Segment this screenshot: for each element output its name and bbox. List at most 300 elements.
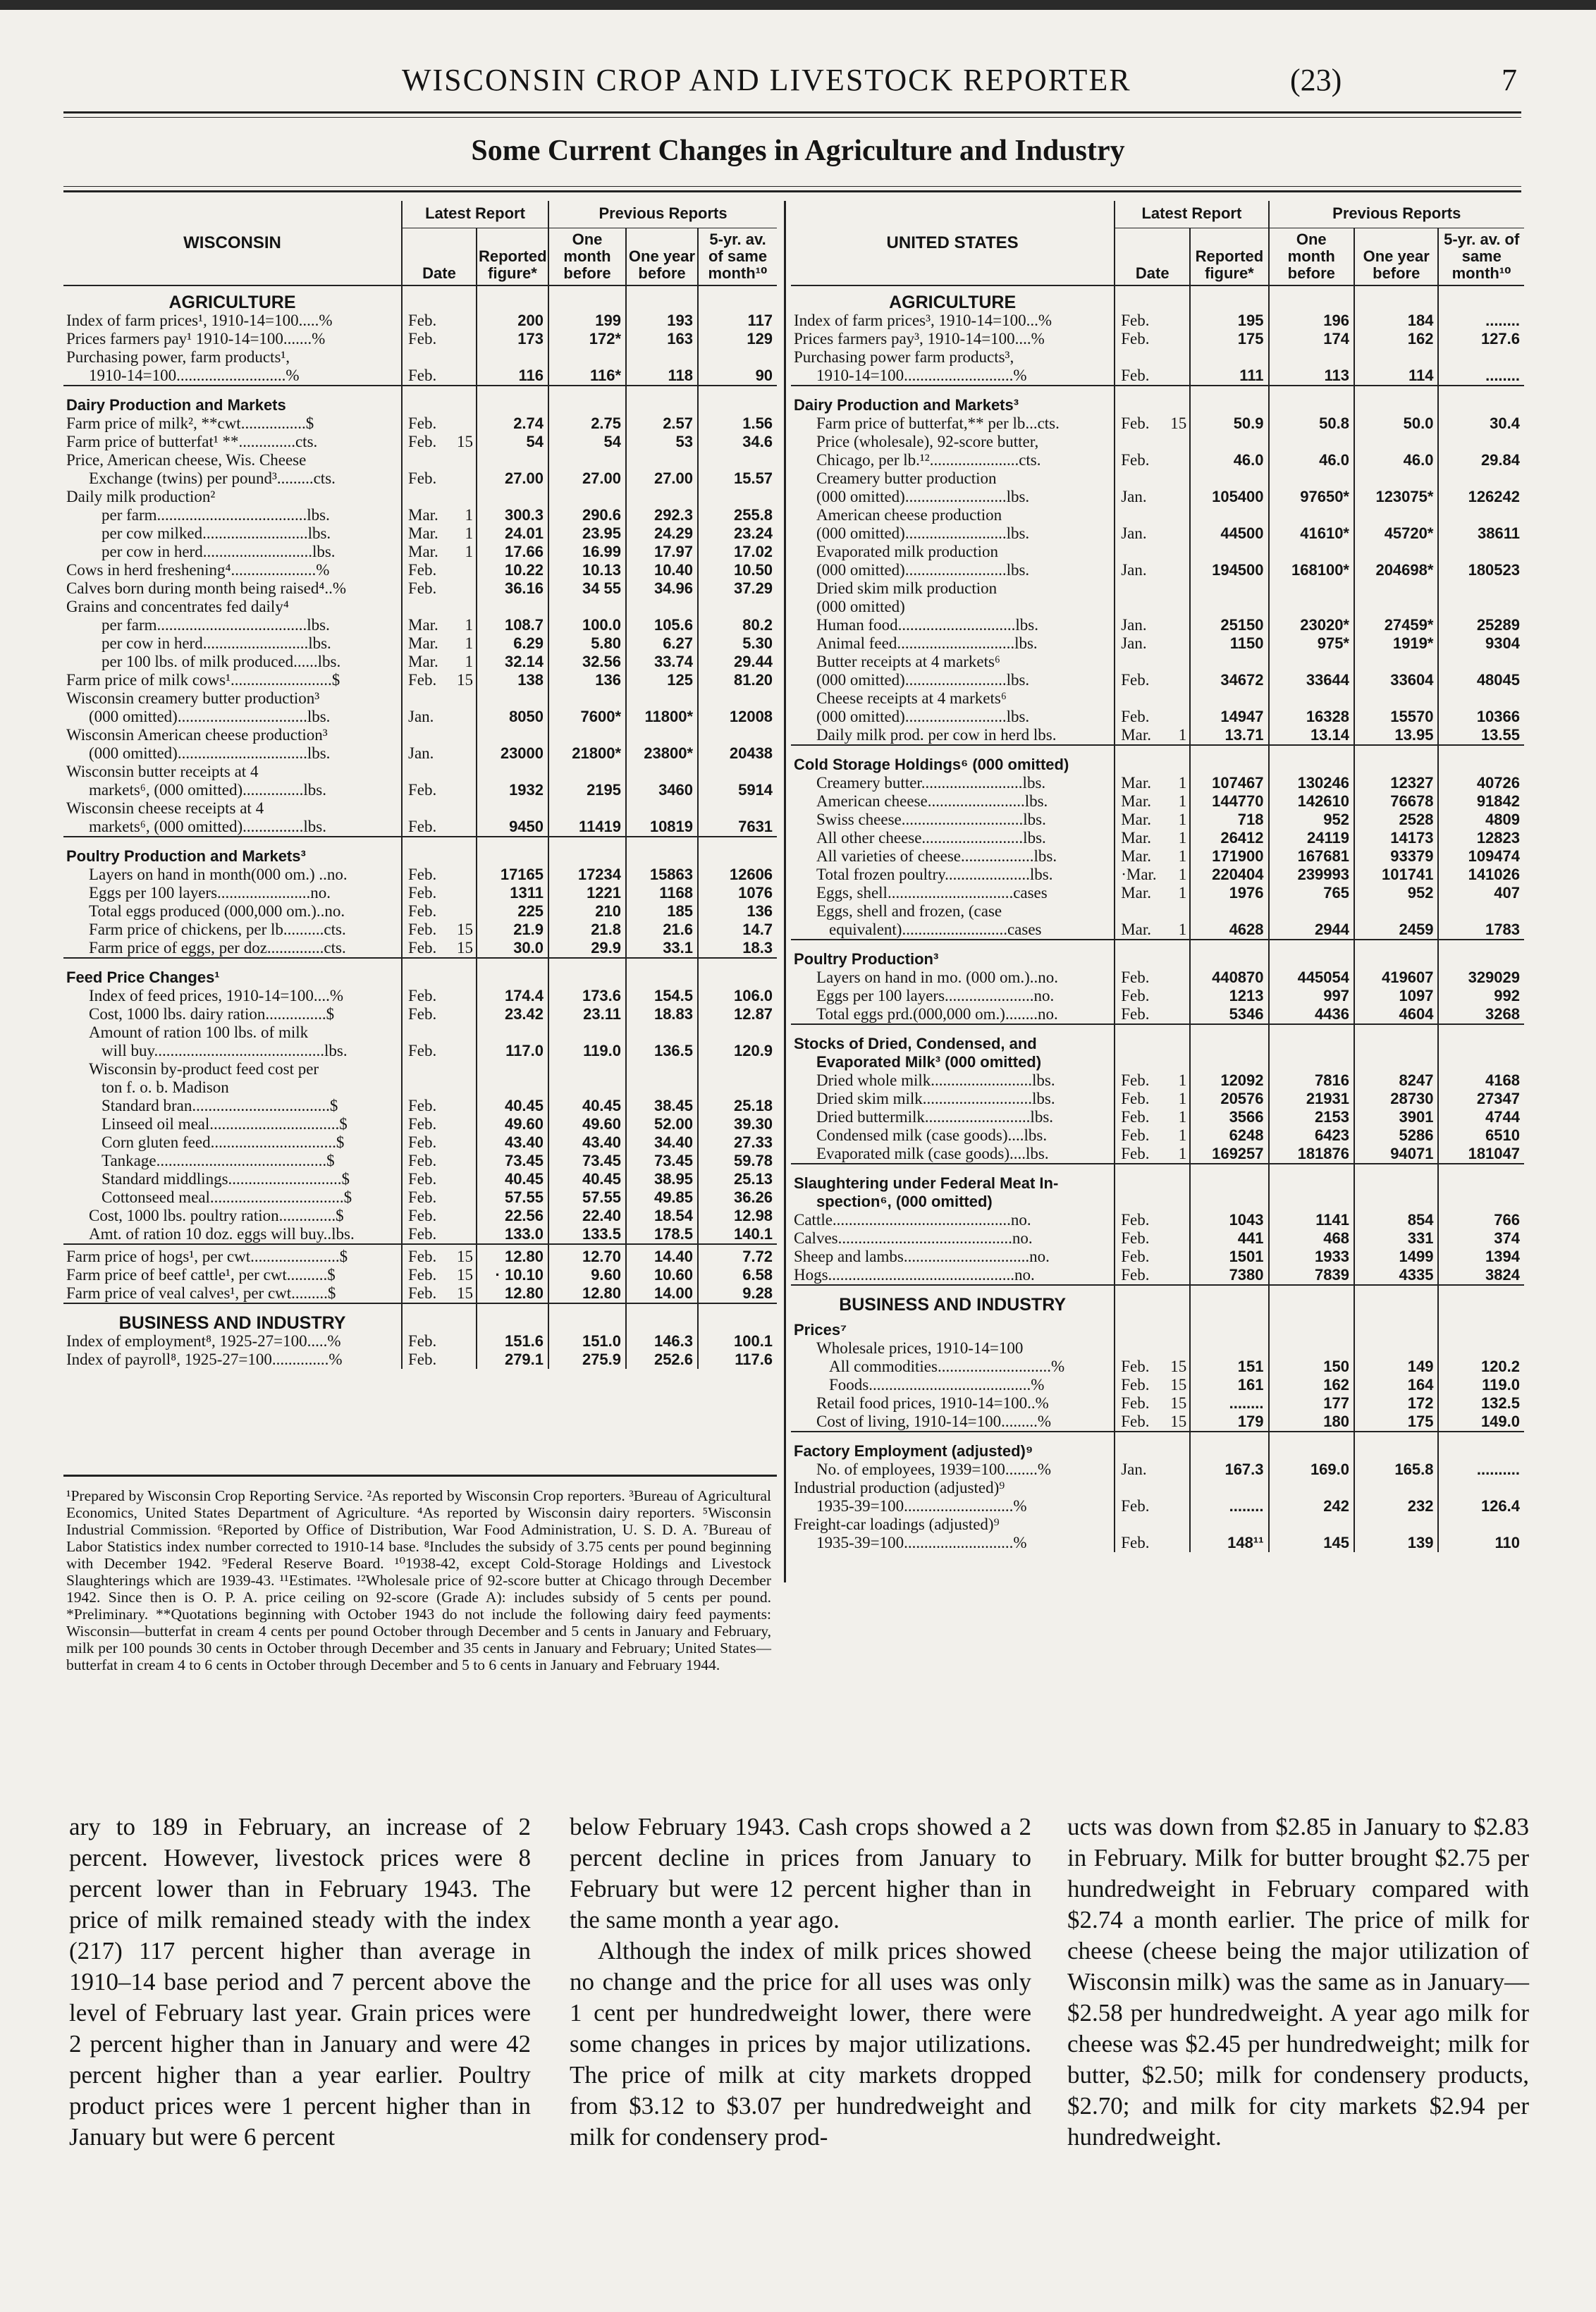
date-cell: [1115, 1376, 1190, 1394]
table-cell: [548, 961, 626, 987]
five-year-average: 34.6: [742, 433, 773, 450]
row-label: per 100 lbs. of milk produced......lbs.: [63, 653, 402, 671]
table-cell: [1190, 285, 1268, 312]
publication-title: WISCONSIN CROP AND LIVESTOCK REPORTER: [402, 63, 1131, 97]
one-year-before: 17.97: [626, 543, 698, 561]
reported-figure: [1190, 579, 1268, 598]
date-cell: [1115, 1229, 1190, 1248]
date-cell: [1115, 414, 1190, 433]
table-cell: [477, 1307, 548, 1332]
one-year-before: [626, 1023, 698, 1042]
table-cell: [402, 389, 477, 414]
date-month: Feb.: [1121, 1394, 1150, 1412]
one-year-before: 94071: [1354, 1145, 1438, 1164]
five-year-average: 15.57: [733, 469, 773, 487]
one-month-before: [548, 598, 626, 616]
row-label: 1935-39=100...........................%: [791, 1534, 1115, 1552]
date-cell: [402, 1042, 477, 1060]
table-cell: [1190, 389, 1268, 414]
date-cell: [402, 653, 477, 671]
one-year-before: 165.8: [1354, 1461, 1438, 1479]
one-year-before-header: One year before: [626, 228, 698, 286]
table-row: [63, 1005, 777, 1023]
date-cell: [1115, 1497, 1190, 1515]
one-year-before: [1354, 1339, 1438, 1358]
one-year-before: 1499: [1354, 1248, 1438, 1266]
one-month-before: 130246: [1269, 774, 1354, 792]
table-cell: [1438, 1314, 1524, 1339]
one-month-before: 173.6: [548, 987, 626, 1005]
one-month-before: 10.13: [548, 561, 626, 579]
one-month-before: 468: [1269, 1229, 1354, 1248]
date-cell: [402, 469, 477, 488]
reported-figure: 6248: [1190, 1126, 1268, 1145]
one-month-before: 2153: [1269, 1108, 1354, 1126]
one-month-before: 7600*: [548, 708, 626, 726]
table-row: [63, 653, 777, 671]
five-year-average: [1438, 902, 1524, 921]
five-year-average: 766: [1494, 1211, 1520, 1229]
five-year-average: 119.0: [1482, 1376, 1520, 1394]
one-month-before: [1269, 598, 1354, 616]
date-month: Feb.: [408, 921, 437, 938]
date-month: Mar.: [1121, 884, 1152, 902]
five-year-average: 6510: [1485, 1126, 1520, 1144]
table-row: [63, 1307, 777, 1332]
row-label: (000 omitted).........................lbs.: [791, 708, 1115, 726]
date-cell: [1115, 1534, 1190, 1552]
one-month-before: 29.9: [548, 939, 626, 958]
one-month-before: [1269, 506, 1354, 524]
five-year-average: 9.28: [742, 1284, 773, 1302]
date-month: Feb.: [408, 1115, 437, 1133]
one-year-before: 23800*: [626, 744, 698, 763]
row-label: Creamery butter.........................lbs.: [791, 774, 1115, 792]
table-row: [791, 598, 1524, 616]
row-label: Farm price of beef cattle¹, per cwt..........$: [63, 1266, 402, 1284]
one-year-before: 27459*: [1354, 616, 1438, 634]
table-row: [791, 749, 1524, 774]
section-heading: Factory Employment (adjusted)⁹: [791, 1435, 1115, 1461]
table-row: [63, 818, 777, 837]
five-year-average: 109474: [1468, 847, 1520, 865]
one-year-before: 162: [1354, 330, 1438, 348]
row-label: (000 omitted).........................lbs.: [791, 524, 1115, 543]
one-month-before: 21.8: [548, 921, 626, 939]
table-cell: [1438, 1435, 1524, 1461]
table-cell: [1354, 943, 1438, 969]
one-month-before: 16328: [1269, 708, 1354, 726]
one-month-before: 113: [1269, 367, 1354, 386]
reported-figure: 27.00: [477, 469, 548, 488]
one-year-before: 12327: [1354, 774, 1438, 792]
five-year-average: 141026: [1468, 866, 1520, 883]
reported-figure: 441: [1190, 1229, 1268, 1248]
reported-figure: 138: [477, 671, 548, 689]
date-day: 1: [1178, 1090, 1187, 1107]
reported-figure: 23.42: [477, 1005, 548, 1023]
five-year-average: 126242: [1468, 488, 1520, 505]
section-heading: AGRICULTURE: [791, 285, 1115, 312]
wisconsin-panel: [63, 201, 777, 1369]
row-label: Cattle............................................no.: [791, 1211, 1115, 1229]
table-row: [63, 799, 777, 818]
date-day: 1: [465, 616, 473, 634]
date-month: Mar.: [408, 616, 438, 634]
five-year-average: 374: [1494, 1229, 1520, 1247]
date-cell: [402, 312, 477, 330]
reported-figure: 171900: [1190, 847, 1268, 866]
date-month: Feb.: [1121, 969, 1150, 986]
reported-figure: 200: [477, 312, 548, 330]
table-row: [791, 1289, 1524, 1314]
reported-figure: [1190, 902, 1268, 921]
reported-figure: 12.80: [477, 1284, 548, 1303]
one-month-before: 23.95: [548, 524, 626, 543]
table-row: [791, 1248, 1524, 1266]
one-month-before: [548, 763, 626, 781]
five-year-average: 12.87: [733, 1005, 773, 1023]
five-year-average: [1438, 433, 1524, 451]
date-month: Feb.: [1121, 1126, 1150, 1144]
row-label: Index of employment⁸, 1925-27=100.....%: [63, 1332, 402, 1351]
one-month-before: [1269, 543, 1354, 561]
date-cell: [402, 1005, 477, 1023]
one-year-before: [1354, 506, 1438, 524]
one-year-before: [1354, 469, 1438, 488]
table-cell: [1115, 1435, 1190, 1461]
reported-figure: 116: [477, 367, 548, 386]
row-label: Farm price of chickens, per lb..........cts.: [63, 921, 402, 939]
five-year-average: 3268: [1485, 1005, 1520, 1023]
five-year-average: [698, 488, 777, 506]
row-label: Standard bran..................................$: [63, 1097, 402, 1115]
wisconsin-heading: WISCONSIN: [63, 201, 402, 285]
five-year-average: 17.02: [733, 543, 773, 560]
table-row: [63, 451, 777, 469]
date-cell: [402, 1284, 477, 1303]
five-year-average: 39.30: [733, 1115, 773, 1133]
reported-figure: [1190, 598, 1268, 616]
five-year-average: 4744: [1485, 1108, 1520, 1126]
row-label: Condensed milk (case goods)....lbs.: [791, 1126, 1115, 1145]
one-month-before: 97650*: [1269, 488, 1354, 506]
row-label: (000 omitted).........................lbs.: [791, 561, 1115, 579]
table-row: [791, 792, 1524, 811]
one-year-before: 2528: [1354, 811, 1438, 829]
one-month-before: [548, 689, 626, 708]
date-cell: [402, 866, 477, 884]
one-year-before: 49.85: [626, 1188, 698, 1207]
five-year-average: 10.50: [733, 561, 773, 579]
one-month-before: [1269, 653, 1354, 671]
one-year-before: 33.1: [626, 939, 698, 958]
paragraph: Although the index of milk prices showed no change and the price for all uses was only 1 cent per hundredweight lower, there were some changes in prices by major utilizations. The price of milk at city markets dropped from $3.12 to $3.07 per hundredweight and milk for condensery prod-: [570, 1937, 1031, 2151]
one-month-before: 142610: [1269, 792, 1354, 811]
table-row: [63, 469, 777, 488]
one-year-before: [626, 799, 698, 818]
row-label: Freight-car loadings (adjusted)⁹: [791, 1515, 1115, 1534]
row-label: Butter receipts at 4 markets⁶: [791, 653, 1115, 671]
reported-figure: [1190, 1515, 1268, 1534]
date-cell: [1115, 348, 1190, 367]
one-year-before: 76678: [1354, 792, 1438, 811]
row-label: Evaporated milk (case goods)....lbs.: [791, 1145, 1115, 1164]
reported-figure: [477, 799, 548, 818]
table-row: [63, 1225, 777, 1244]
date-month: Feb.: [408, 1332, 437, 1350]
date-cell: [402, 561, 477, 579]
table-cell: [626, 389, 698, 414]
row-label: Wisconsin creamery butter production³: [63, 689, 402, 708]
row-label: (000 omitted): [791, 598, 1115, 616]
table-row: [791, 1071, 1524, 1090]
row-label: Wisconsin by-product feed cost per: [63, 1060, 402, 1078]
five-year-average: 80.2: [742, 616, 773, 634]
date-cell: [1115, 1358, 1190, 1376]
date-cell: [1115, 1339, 1190, 1358]
five-year-average: 9304: [1485, 634, 1520, 652]
date-day: 15: [1170, 1376, 1187, 1394]
date-cell: [1115, 1248, 1190, 1266]
reported-figure: 3566: [1190, 1108, 1268, 1126]
reported-figure: 50.9: [1190, 414, 1268, 433]
one-month-before: 275.9: [548, 1351, 626, 1369]
date-cell: [1115, 1479, 1190, 1497]
table-cell: [1354, 1289, 1438, 1314]
five-year-average: 1076: [738, 884, 773, 902]
one-year-before: 15863: [626, 866, 698, 884]
one-month-before: 6423: [1269, 1126, 1354, 1145]
date-month: Feb.: [408, 1042, 437, 1059]
five-year-average: 14.7: [742, 921, 773, 938]
date-cell: [402, 348, 477, 367]
date-cell: [1115, 1394, 1190, 1413]
five-year-average: [1438, 1479, 1524, 1497]
five-year-average: 10366: [1476, 708, 1520, 725]
five-year-average: 132.5: [1480, 1394, 1520, 1412]
table-cell: [1190, 1053, 1268, 1071]
row-label: Wisconsin American cheese production³: [63, 726, 402, 744]
row-label: Cost, 1000 lbs. dairy ration...............$: [63, 1005, 402, 1023]
section-heading: Dairy Production and Markets³: [791, 389, 1115, 414]
table-row: [63, 616, 777, 634]
date-month: Feb.: [1121, 1229, 1150, 1247]
five-year-average: [698, 799, 777, 818]
table-row: [791, 811, 1524, 829]
reported-figure: 175: [1190, 330, 1268, 348]
date-month: Feb.: [1121, 1413, 1150, 1430]
one-year-before: 154.5: [626, 987, 698, 1005]
table-cell: [1190, 749, 1268, 774]
one-year-before-header: One year before: [1354, 228, 1438, 286]
date-month: Feb.: [408, 1005, 437, 1023]
one-year-before: 419607: [1354, 969, 1438, 987]
table-row: [63, 561, 777, 579]
date-cell: [402, 634, 477, 653]
date-cell: [402, 367, 477, 386]
date-cell: [402, 506, 477, 524]
row-label: Cost, 1000 lbs. poultry ration..............$: [63, 1207, 402, 1225]
five-year-average: 12008: [729, 708, 773, 725]
one-month-before: 9.60: [548, 1266, 626, 1284]
table-cell: [1438, 1028, 1524, 1053]
date-cell: [402, 1170, 477, 1188]
date-cell: [402, 451, 477, 469]
reported-figure: [1190, 433, 1268, 451]
one-month-before: 1141: [1269, 1211, 1354, 1229]
text-column-2: [570, 1812, 1031, 2153]
table-row: [63, 902, 777, 921]
reported-figure: 25150: [1190, 616, 1268, 634]
table-row: [791, 1394, 1524, 1413]
one-month-before: 167681: [1269, 847, 1354, 866]
reported-figure: 17.66: [477, 543, 548, 561]
five-year-average: [1438, 543, 1524, 561]
one-year-before: 28730: [1354, 1090, 1438, 1108]
reported-figure: 4628: [1190, 921, 1268, 940]
reported-figure: 43.40: [477, 1133, 548, 1152]
table-row: [791, 561, 1524, 579]
row-label: Evaporated milk production: [791, 543, 1115, 561]
one-month-before: 136: [548, 671, 626, 689]
row-label: Calves born during month being raised⁴..%: [63, 579, 402, 598]
one-year-before: 45720*: [1354, 524, 1438, 543]
one-year-before: 163: [626, 330, 698, 348]
one-month-before: 24119: [1269, 829, 1354, 847]
five-year-average: [698, 726, 777, 744]
table-row: [63, 634, 777, 653]
reported-figure: 12092: [1190, 1071, 1268, 1090]
one-year-before: 178.5: [626, 1225, 698, 1244]
row-label: Wisconsin butter receipts at 4: [63, 763, 402, 781]
row-label: Total eggs produced (000,000 om.)..no.: [63, 902, 402, 921]
five-year-average: [1438, 653, 1524, 671]
row-label: Sheep and lambs...............................no.: [791, 1248, 1115, 1266]
reported-figure: ........: [1190, 1394, 1268, 1413]
table-cell: [1115, 1053, 1190, 1071]
date-month: Feb.: [1121, 1090, 1150, 1107]
one-month-before: [1269, 469, 1354, 488]
row-label: Farm price of butterfat,** per lb...cts.: [791, 414, 1115, 433]
row-label: Linseed oil meal................................$: [63, 1115, 402, 1133]
date-month: Feb.: [408, 1188, 437, 1206]
panel-divider: [784, 201, 786, 1582]
five-year-average: 5.30: [742, 634, 773, 652]
reported-figure: 1501: [1190, 1248, 1268, 1266]
five-year-average: 13.55: [1480, 726, 1520, 744]
date-cell: [402, 488, 477, 506]
table-row: [791, 1479, 1524, 1497]
table-row: [791, 1339, 1524, 1358]
five-year-average: 120.2: [1480, 1358, 1520, 1375]
one-month-before: 145: [1269, 1534, 1354, 1552]
row-label: Amount of ration 100 lbs. of milk: [63, 1023, 402, 1042]
table-row: [791, 1053, 1524, 1071]
table-row: [791, 488, 1524, 506]
date-cell: [1115, 367, 1190, 386]
one-year-before: 1097: [1354, 987, 1438, 1005]
row-label: (000 omitted)................................lbs.: [63, 708, 402, 726]
reported-figure: 1976: [1190, 884, 1268, 902]
date-cell: [1115, 884, 1190, 902]
reported-figure: 57.55: [477, 1188, 548, 1207]
table-row: [791, 884, 1524, 902]
one-month-before: [548, 488, 626, 506]
table-row: [63, 1115, 777, 1133]
table-row: [791, 1167, 1524, 1193]
one-year-before: 164: [1354, 1376, 1438, 1394]
table-cell: [1190, 1167, 1268, 1193]
reported-figure: [477, 726, 548, 744]
date-month: Feb.: [408, 1248, 437, 1265]
reported-figure: · 10.10: [477, 1266, 548, 1284]
section-heading: BUSINESS AND INDUSTRY: [791, 1289, 1115, 1314]
table-row: [791, 1515, 1524, 1534]
table-cell: [1269, 1289, 1354, 1314]
five-year-average: [1438, 689, 1524, 708]
reported-figure: 151: [1190, 1358, 1268, 1376]
date-month: Feb.: [1121, 1376, 1150, 1394]
table-row: [63, 1188, 777, 1207]
reported-figure: 1213: [1190, 987, 1268, 1005]
date-month: Feb.: [408, 433, 437, 450]
one-year-before: [1354, 348, 1438, 367]
table-row: [63, 506, 777, 524]
date-day: 1: [1178, 866, 1187, 883]
five-year-average: 127.6: [1480, 330, 1520, 348]
row-label: All varieties of cheese..................lbs.: [791, 847, 1115, 866]
table-cell: [698, 389, 777, 414]
reported-figure: 73.45: [477, 1152, 548, 1170]
table-row: [63, 1248, 777, 1266]
five-year-average: [698, 689, 777, 708]
one-year-before: 123075*: [1354, 488, 1438, 506]
five-year-average: 180523: [1468, 561, 1520, 579]
table-row: [63, 763, 777, 781]
row-label: per cow in herd..........................lbs.: [63, 634, 402, 653]
table-cell: [1354, 1435, 1438, 1461]
row-label: markets⁶, (000 omitted)...............lbs.: [63, 818, 402, 837]
one-year-before: 46.0: [1354, 451, 1438, 469]
table-cell: [1190, 943, 1268, 969]
one-year-before: 114: [1354, 367, 1438, 386]
row-label: Eggs per 100 layers......................no.: [791, 987, 1115, 1005]
date-month: Feb.: [1121, 1211, 1150, 1229]
united-states-panel: [791, 201, 1524, 1552]
one-year-before: 14.40: [626, 1248, 698, 1266]
one-year-before: [1354, 653, 1438, 671]
row-label: Retail food prices, 1910-14=100..%: [791, 1394, 1115, 1413]
five-year-average: [1438, 506, 1524, 524]
date-month: Jan.: [1121, 488, 1147, 505]
date-month: Mar.: [1121, 726, 1152, 744]
one-year-before: 50.0: [1354, 414, 1438, 433]
five-year-average: 30.4: [1490, 414, 1520, 432]
row-label: Corn gluten feed...............................$: [63, 1133, 402, 1152]
row-label: equivalent)..........................cases: [791, 921, 1115, 940]
one-month-before: 40.45: [548, 1097, 626, 1115]
date-day: 1: [465, 653, 473, 670]
table-row: [63, 1284, 777, 1303]
date-cell: [1115, 671, 1190, 689]
five-year-average: 1394: [1485, 1248, 1520, 1265]
row-label: ton f. o. b. Madison: [63, 1078, 402, 1097]
one-year-before: 3460: [626, 781, 698, 799]
date-day: 15: [457, 921, 473, 938]
table-row: [63, 744, 777, 763]
date-cell: [1115, 792, 1190, 811]
